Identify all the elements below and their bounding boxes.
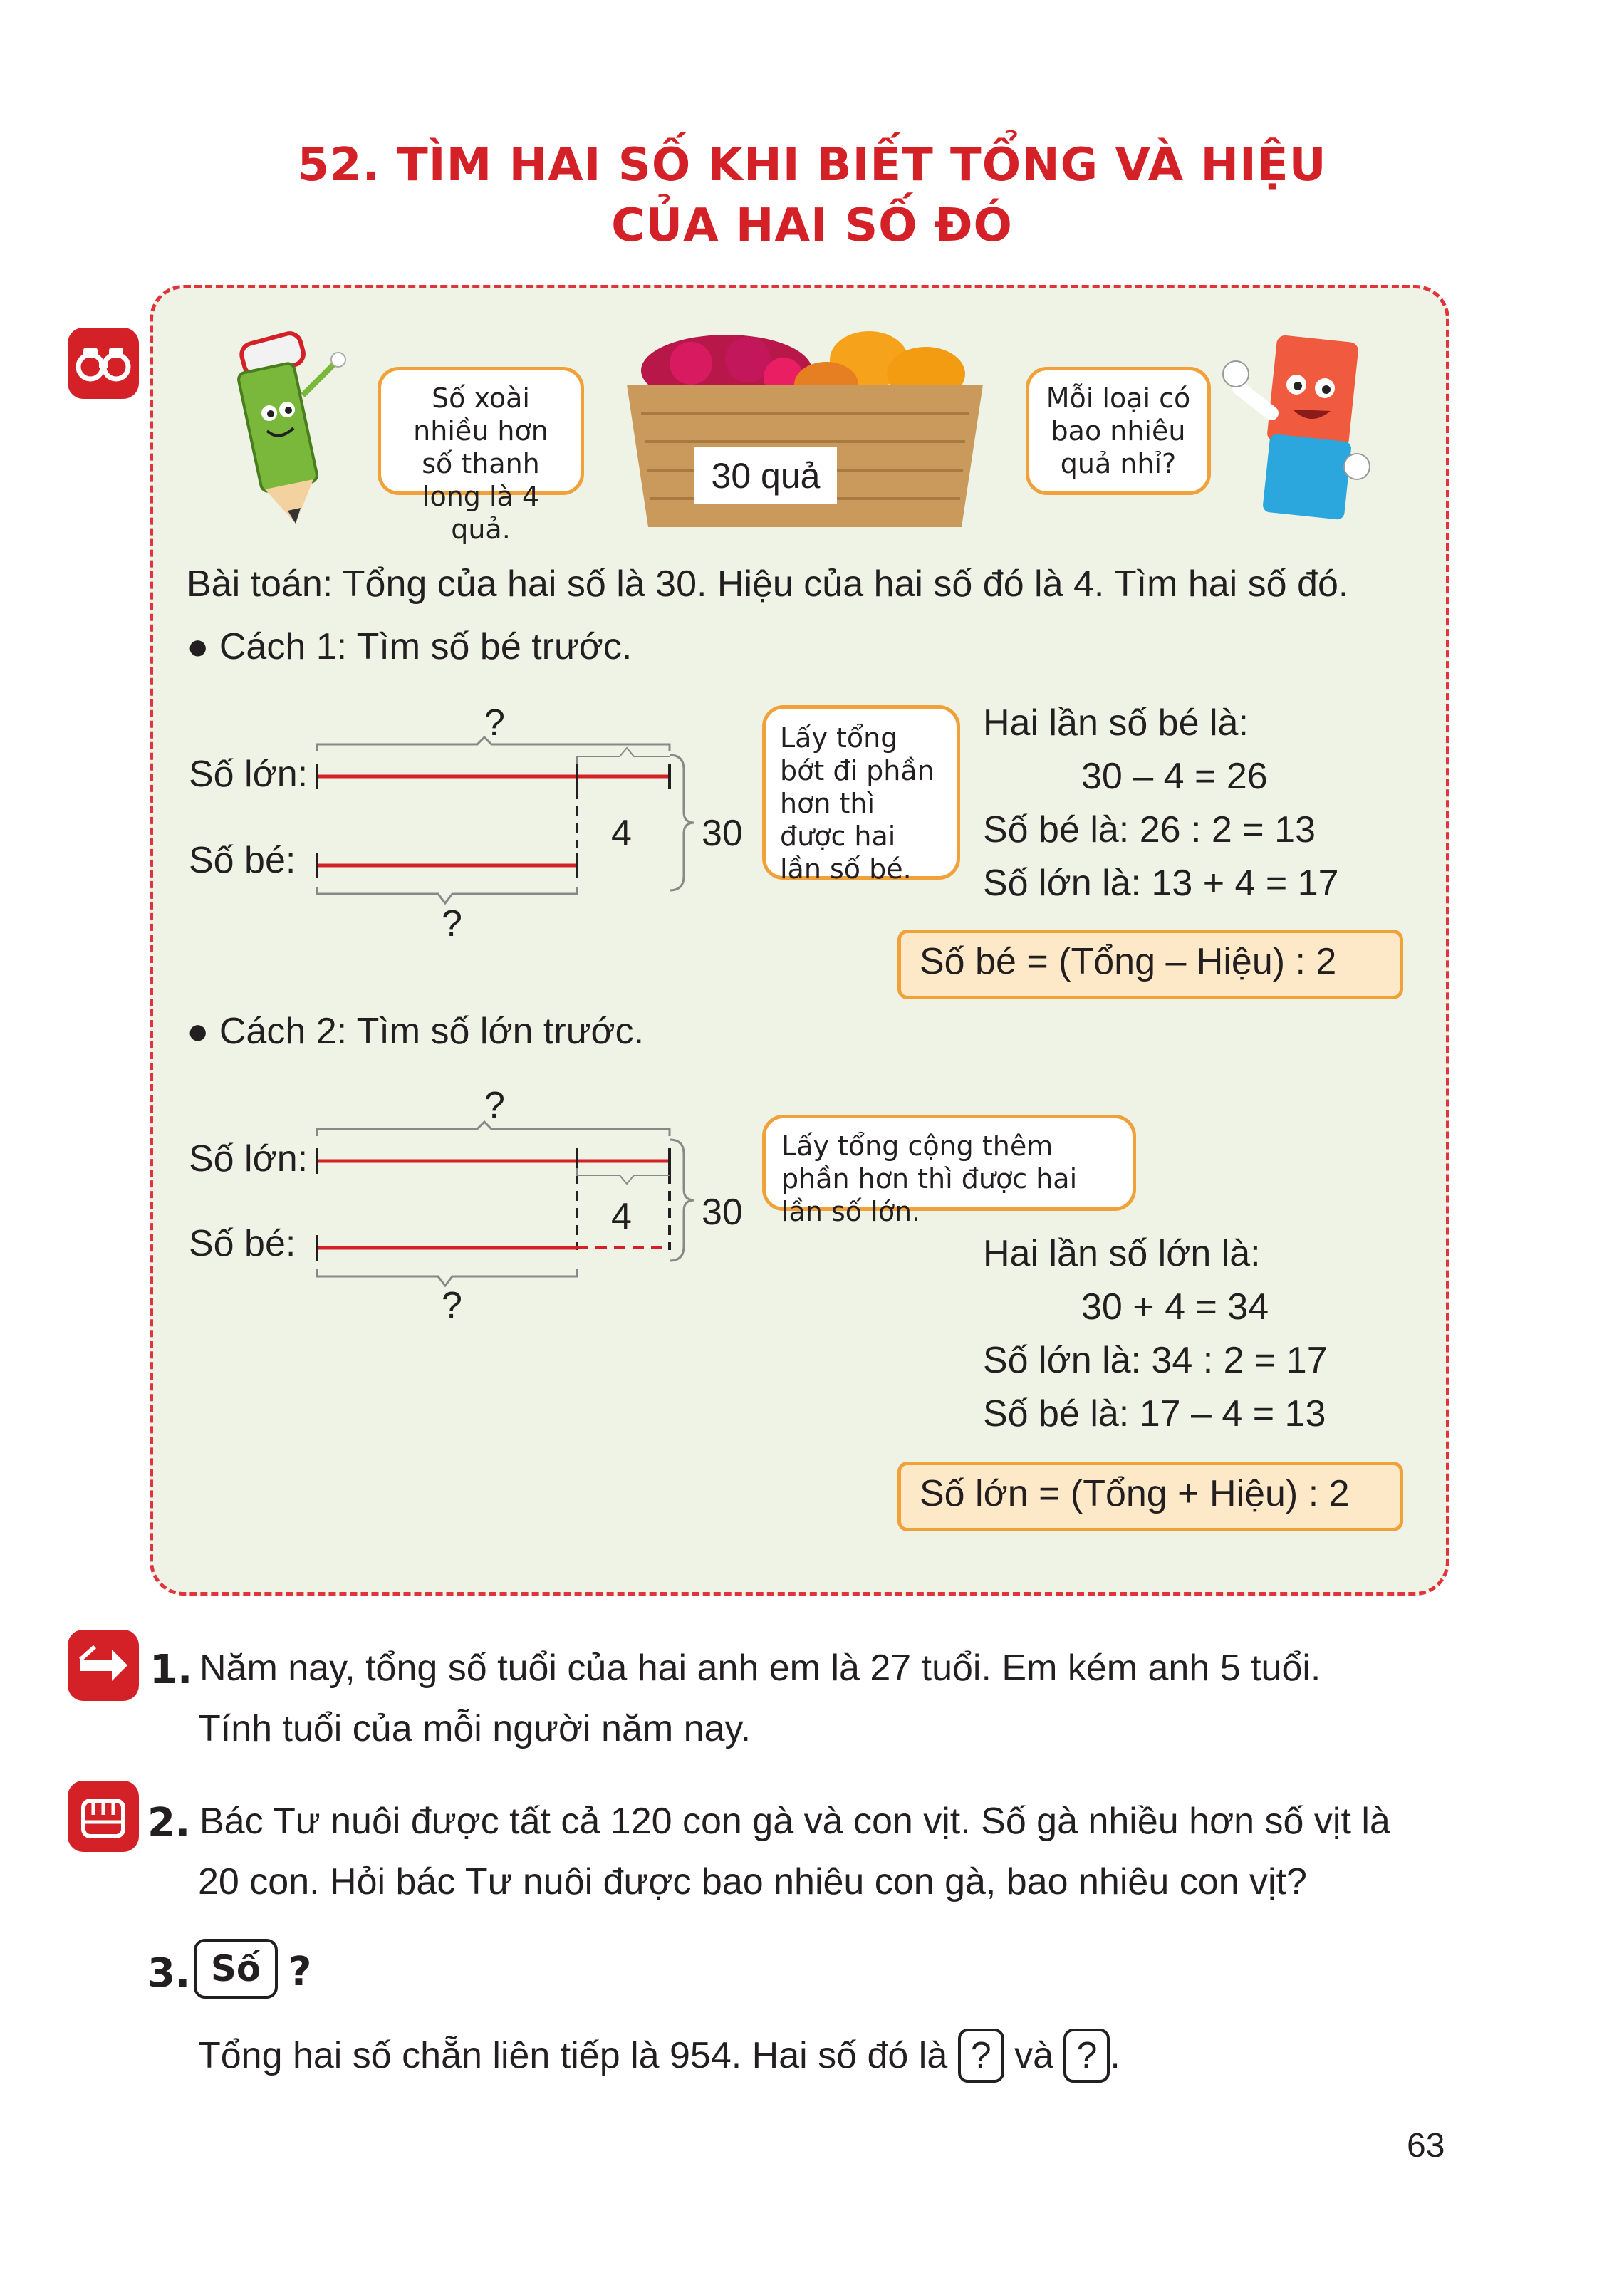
eraser-mascot xyxy=(1211,331,1382,527)
pencil-mascot xyxy=(214,331,356,538)
eraser-speech-bubble: Mỗi loại có bao nhiêu quả nhỉ? xyxy=(1026,367,1211,495)
exercise3-sentence xyxy=(198,2029,1120,2083)
exercise2-line1: Bác Tư nuôi được tất cả 120 con gà và con vịt. Số gà nhiều hơn số vịt là xyxy=(199,1801,1390,1842)
page-title: 52. TÌM HAI SỐ KHI BIẾT TỔNG VÀ HIỆU xyxy=(297,139,1327,192)
exercise2-line2: 20 con. Hỏi bác Tư nuôi được bao nhiêu con gà, bao nhiêu con vịt? xyxy=(198,1861,1307,1902)
problem-statement: Bài toán: Tổng của hai số là 30. Hiệu của hai số đó là 4. Tìm hai số đó. xyxy=(187,563,1349,605)
exercise3-period: . xyxy=(1110,2035,1120,2076)
method1-heading-text: Cách 1: Tìm số bé trước. xyxy=(219,626,633,667)
method2-question-bottom: ? xyxy=(442,1285,462,1326)
method1-step2: 30 – 4 = 26 xyxy=(1081,756,1268,797)
method1-step4: Số lớn là: 13 + 4 = 17 xyxy=(983,863,1339,904)
method1-step3: Số bé là: 26 : 2 = 13 xyxy=(983,809,1316,850)
answer-blank-2[interactable]: ? xyxy=(1063,2029,1110,2083)
method1-hint-bubble: Lấy tổng bớt đi phần hơn thì được hai lần số bé. xyxy=(762,705,960,880)
method2-step4: Số bé là: 17 – 4 = 13 xyxy=(983,1393,1326,1435)
swap-arrows-icon xyxy=(68,1630,139,1701)
method1-formula: Số bé = (Tổng – Hiệu) : 2 xyxy=(897,930,1403,999)
page-title-line2: CỦA HAI SỐ ĐÓ xyxy=(611,199,1013,252)
basket-label: 30 quả xyxy=(694,447,837,504)
exercise3-question-mark: ? xyxy=(288,1949,312,1995)
method2-step1: Hai lần số lớn là: xyxy=(983,1233,1261,1274)
method1-step1: Hai lần số bé là: xyxy=(983,702,1249,744)
method1-label-big: Số lớn: xyxy=(189,754,308,795)
method2-label-big: Số lớn: xyxy=(189,1138,308,1180)
exercise3-text: Tổng hai số chẵn liên tiếp là 954. Hai số đó là xyxy=(198,2035,948,2076)
answer-blank-1[interactable]: ? xyxy=(958,2029,1004,2083)
method1-question-bottom: ? xyxy=(442,903,462,944)
method2-total: 30 xyxy=(702,1192,743,1233)
exercise1-line2: Tính tuổi của mỗi người năm nay. xyxy=(198,1708,751,1749)
method2-hint-bubble: Lấy tổng cộng thêm phần hơn thì được hai lần số lớn. xyxy=(762,1115,1136,1211)
exercise3-and: và xyxy=(1014,2035,1053,2076)
method1-question-top: ? xyxy=(484,702,505,744)
method2-segment-diagram xyxy=(306,1090,734,1318)
method1-heading: ● Cách 1: Tìm số bé trước. xyxy=(187,626,633,667)
method2-difference: 4 xyxy=(611,1196,632,1237)
fist-icon xyxy=(68,1781,139,1852)
exercise2-number: 2. xyxy=(147,1800,191,1846)
method1-segment-diagram xyxy=(306,705,734,933)
exercise1-number: 1. xyxy=(150,1647,193,1693)
exercise3-fill-number-box: Số xyxy=(194,1939,278,1999)
method2-formula: Số lớn = (Tổng + Hiệu) : 2 xyxy=(897,1462,1403,1531)
method2-step2: 30 + 4 = 34 xyxy=(1081,1286,1269,1328)
method2-step3: Số lớn là: 34 : 2 = 17 xyxy=(983,1340,1328,1381)
method2-question-top: ? xyxy=(484,1085,505,1126)
exercise3-number: 3. xyxy=(147,1950,191,1997)
page-number: 63 xyxy=(1407,2127,1445,2165)
method1-label-small: Số bé: xyxy=(189,840,296,881)
method1-difference: 4 xyxy=(611,813,632,854)
binoculars-icon xyxy=(68,328,139,399)
pencil-speech-bubble: Số xoài nhiều hơn số thanh long là 4 quả. xyxy=(378,367,584,495)
exercise1-line1: Năm nay, tổng số tuổi của hai anh em là 27 tuổi. Em kém anh 5 tuổi. xyxy=(199,1647,1321,1689)
method1-total: 30 xyxy=(702,813,743,854)
method2-label-small: Số bé: xyxy=(189,1223,296,1264)
method2-heading-text: Cách 2: Tìm số lớn trước. xyxy=(219,1011,645,1052)
method2-heading: ● Cách 2: Tìm số lớn trước. xyxy=(187,1011,645,1052)
